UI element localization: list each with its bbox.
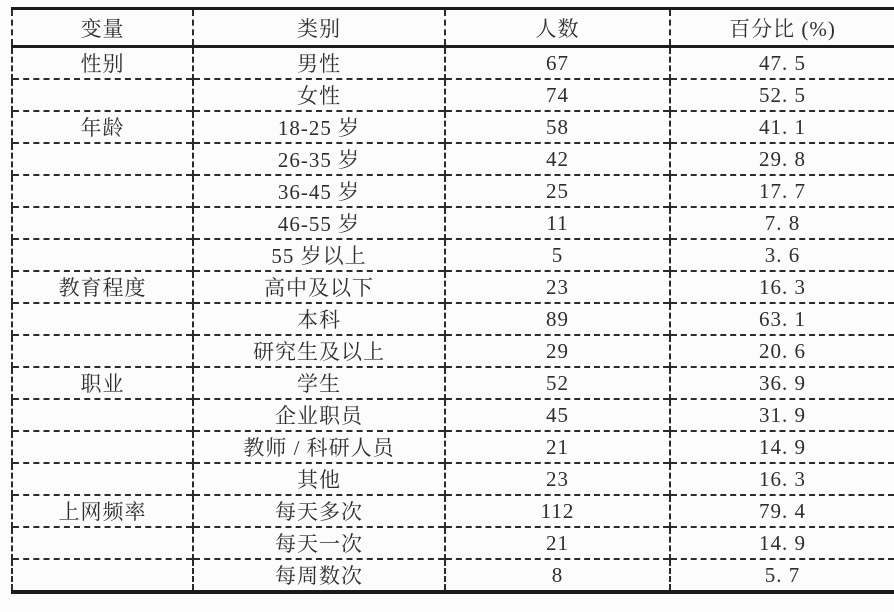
col-header-count: 人数 <box>445 9 670 47</box>
count-cell: 45 <box>445 399 670 431</box>
count-cell: 42 <box>445 143 670 175</box>
table-row <box>12 79 894 111</box>
category-cell: 每周数次 <box>193 559 445 592</box>
count-cell: 112 <box>445 495 670 527</box>
count-cell: 21 <box>445 527 670 559</box>
count-cell: 5 <box>445 239 670 271</box>
variable-cell <box>12 239 193 271</box>
percent-cell: 7. 8 <box>670 207 894 239</box>
category-cell: 其他 <box>193 463 445 495</box>
table-row <box>12 271 894 303</box>
category-cell: 男性 <box>193 47 445 80</box>
percent-cell: 31. 9 <box>670 399 894 431</box>
category-cell: 本科 <box>193 303 445 335</box>
category-cell: 26-35 岁 <box>193 143 445 175</box>
col-header-category: 类别 <box>193 9 445 47</box>
variable-cell: 性别 <box>12 47 193 80</box>
count-cell: 67 <box>445 47 670 80</box>
variable-cell <box>12 303 193 335</box>
variable-cell: 上网频率 <box>12 495 193 527</box>
category-cell: 研究生及以上 <box>193 335 445 367</box>
table-row <box>12 47 894 80</box>
variable-cell <box>12 463 193 495</box>
table-row <box>12 527 894 559</box>
category-cell: 每天一次 <box>193 527 445 559</box>
variable-cell <box>12 431 193 463</box>
table-row <box>12 463 894 495</box>
percent-cell: 41. 1 <box>670 111 894 143</box>
category-cell: 女性 <box>193 79 445 111</box>
variable-cell <box>12 143 193 175</box>
percent-cell: 20. 6 <box>670 335 894 367</box>
percent-cell: 16. 3 <box>670 463 894 495</box>
percent-cell: 5. 7 <box>670 559 894 592</box>
table-row <box>12 111 894 143</box>
table-row <box>12 495 894 527</box>
count-cell: 29 <box>445 335 670 367</box>
table-row <box>12 559 894 592</box>
count-cell: 25 <box>445 175 670 207</box>
category-cell: 教师 / 科研人员 <box>193 431 445 463</box>
table-container <box>11 7 894 594</box>
table-row <box>12 431 894 463</box>
count-cell: 23 <box>445 463 670 495</box>
table-row <box>12 399 894 431</box>
table-row <box>12 367 894 399</box>
table-row <box>12 207 894 239</box>
percent-cell: 63. 1 <box>670 303 894 335</box>
variable-cell <box>12 399 193 431</box>
table-row <box>12 335 894 367</box>
variable-cell: 教育程度 <box>12 271 193 303</box>
count-cell: 52 <box>445 367 670 399</box>
variable-cell: 职业 <box>12 367 193 399</box>
percent-cell: 14. 9 <box>670 431 894 463</box>
col-header-variable: 变量 <box>12 9 193 47</box>
count-cell: 23 <box>445 271 670 303</box>
table-row <box>12 175 894 207</box>
variable-cell <box>12 335 193 367</box>
header-row <box>12 9 894 47</box>
percent-cell: 47. 5 <box>759 50 806 75</box>
category-cell: 企业职员 <box>193 399 445 431</box>
variable-cell <box>12 175 193 207</box>
variable-cell <box>12 559 193 592</box>
category-cell: 18-25 岁 <box>193 111 445 143</box>
percent-cell: 17. 7 <box>670 175 894 207</box>
percent-cell: 3. 6 <box>670 239 894 271</box>
count-cell: 11 <box>445 207 670 239</box>
percent-cell: 29. 8 <box>670 143 894 175</box>
variable-cell: 年龄 <box>12 111 193 143</box>
category-cell: 学生 <box>193 367 445 399</box>
table-body <box>12 47 894 593</box>
table-row <box>12 143 894 175</box>
demographics-table <box>11 7 894 594</box>
variable-cell <box>12 79 193 111</box>
count-cell: 89 <box>445 303 670 335</box>
count-cell: 74 <box>445 79 670 111</box>
percent-cell: 14. 9 <box>670 527 894 559</box>
category-cell: 高中及以下 <box>193 271 445 303</box>
percent-cell: 36. 9 <box>670 367 894 399</box>
col-header-percent: 百分比 (%) <box>670 9 894 47</box>
category-cell: 46-55 岁 <box>193 207 445 239</box>
category-cell: 36-45 岁 <box>193 175 445 207</box>
count-cell: 21 <box>445 431 670 463</box>
count-cell: 8 <box>445 559 670 592</box>
percent-cell: 52. 5 <box>670 79 894 111</box>
percent-cell: 16. 3 <box>670 271 894 303</box>
percent-cell: 79. 4 <box>670 495 894 527</box>
table-row <box>12 239 894 271</box>
variable-cell <box>12 207 193 239</box>
table-row <box>12 303 894 335</box>
count-cell: 58 <box>445 111 670 143</box>
category-cell: 55 岁以上 <box>193 239 445 271</box>
variable-cell <box>12 527 193 559</box>
category-cell: 每天多次 <box>193 495 445 527</box>
